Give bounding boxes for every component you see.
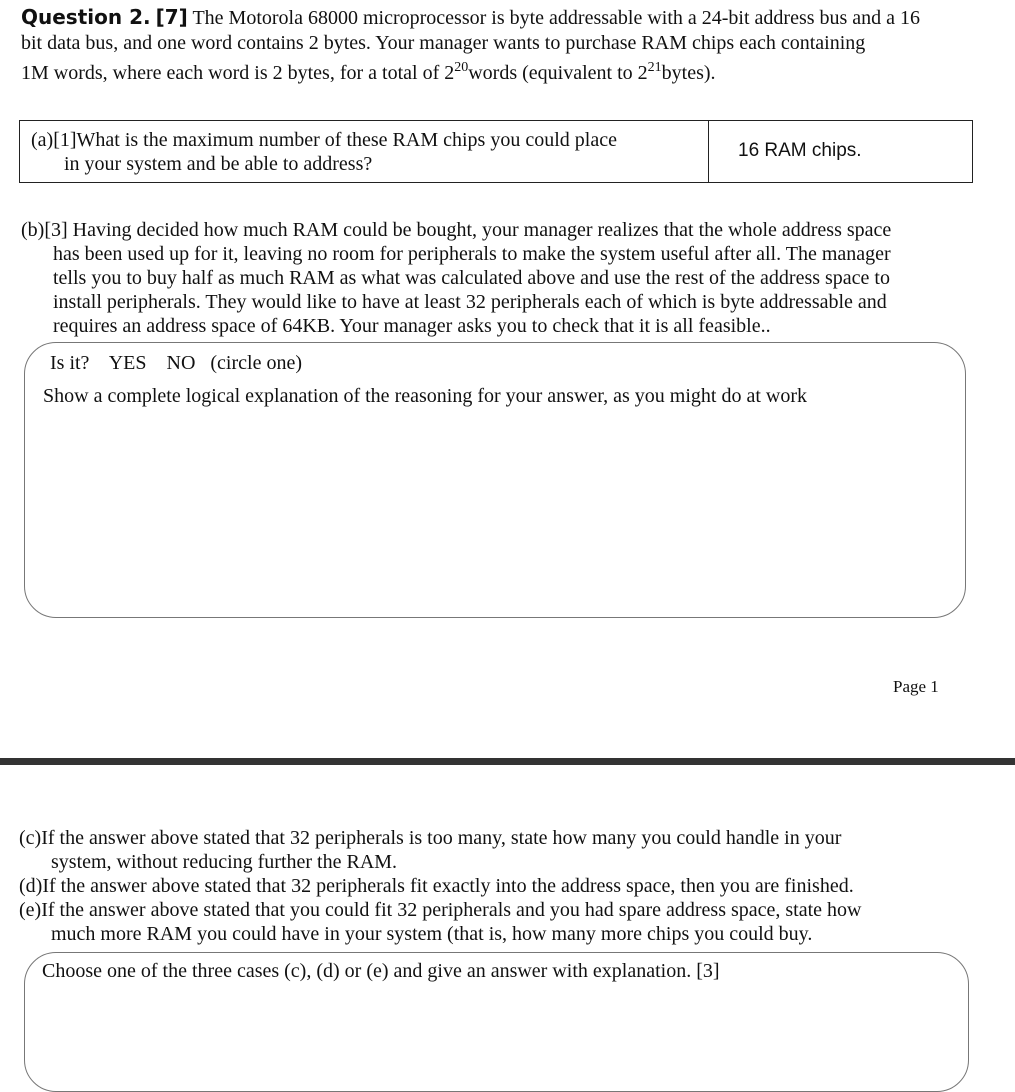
question-intro-line-1: The Motorola 68000 microprocessor is byte addressable with a 24-bit address bus and a 16 bbox=[192, 7, 921, 29]
intro-text: 1M words, where each word is 2 bytes, for a total of 2 bbox=[21, 62, 455, 84]
exponent-21: 21 bbox=[647, 60, 662, 75]
part-b-answer-box[interactable] bbox=[24, 342, 966, 618]
question-label: Question 2. bbox=[21, 5, 151, 29]
part-b-line-3: tells you to buy half as much RAM as what was calculated above and use the rest of the address space to bbox=[53, 267, 890, 289]
part-cde-questions bbox=[19, 826, 999, 946]
part-c-line-1: (c)If the answer above stated that 32 peripherals is too many, state how many you could handle in your bbox=[19, 827, 842, 849]
exponent-20: 20 bbox=[454, 60, 469, 75]
part-e-line-1: (e)If the answer above stated that you could fit 32 peripherals and you had spare address space, state how bbox=[19, 899, 862, 921]
is-it-prompt bbox=[50, 352, 302, 375]
intro-text: bytes). bbox=[661, 62, 716, 84]
table-divider bbox=[708, 121, 709, 182]
intro-text: words (equivalent to 2 bbox=[468, 62, 648, 84]
is-it-label: Is it? bbox=[50, 352, 90, 374]
question-intro-line-2: bit data bus, and one word contains 2 bytes. Your manager wants to purchase RAM chips each containing bbox=[21, 32, 866, 54]
page-number: Page 1 bbox=[893, 677, 939, 696]
part-b-line-1: (b)[3] Having decided how much RAM could be bought, your manager realizes that the whole address space bbox=[21, 219, 892, 241]
part-e-line-2: much more RAM you could have in your system (that is, how many more chips you could buy. bbox=[51, 923, 813, 945]
part-a-line-1: (a)[1]What is the maximum number of these RAM chips you could place bbox=[31, 129, 617, 151]
circle-one-hint: (circle one) bbox=[210, 352, 302, 374]
part-a-question bbox=[31, 128, 701, 176]
explanation-prompt: Show a complete logical explanation of the reasoning for your answer, as you might do at work bbox=[43, 385, 808, 407]
part-b-question bbox=[21, 218, 981, 338]
part-b-line-5: requires an address space of 64KB. Your manager asks you to check that it is all feasible.. bbox=[53, 315, 771, 337]
question-header bbox=[21, 4, 1015, 31]
page-separator bbox=[0, 758, 1015, 765]
yes-option[interactable]: YES bbox=[108, 352, 147, 374]
question-marks: [7] bbox=[155, 5, 188, 29]
choose-case-prompt: Choose one of the three cases (c), (d) or (e) and give an answer with explanation. [3] bbox=[42, 960, 720, 982]
question-intro-line-3 bbox=[21, 59, 716, 87]
part-a-answer[interactable]: 16 RAM chips. bbox=[738, 140, 862, 161]
part-d-line-1: (d)If the answer above stated that 32 peripherals fit exactly into the address space, then you are finished. bbox=[19, 875, 854, 897]
part-c-line-2: system, without reducing further the RAM. bbox=[51, 851, 398, 873]
part-a-table bbox=[19, 120, 973, 183]
part-a-line-2: in your system and be able to address? bbox=[64, 153, 373, 175]
part-b-line-4: install peripherals. They would like to have at least 32 peripherals each of which is byte addressable and bbox=[53, 291, 887, 313]
part-b-line-2: has been used up for it, leaving no room for peripherals to make the system useful after all. The manager bbox=[53, 243, 891, 265]
no-option[interactable]: NO bbox=[166, 352, 196, 374]
